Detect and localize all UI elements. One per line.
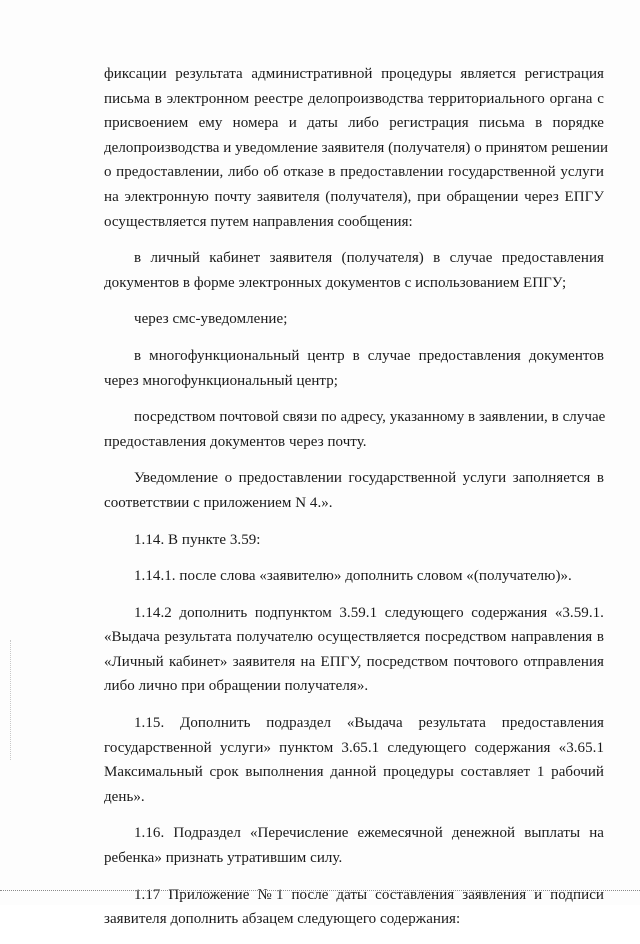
text-line: предоставления документов через почту. bbox=[104, 433, 367, 450]
text-line: либо лично при обращении получателя». bbox=[104, 678, 369, 695]
text-line: 1.14.1. после слова «заявителю» дополнить словом «(получателю)». bbox=[134, 568, 572, 585]
scan-edge-marks bbox=[10, 640, 13, 760]
text-line: 1.15. Дополнить подраздел «Выдача результата предоставления bbox=[134, 715, 604, 732]
text-line: заявителя дополнить абзацем следующего содержания: bbox=[104, 911, 461, 928]
text-line: посредством почтовой связи по адресу, указанному в заявлении, в случае bbox=[134, 409, 606, 426]
text-line: Максимальный срок выполнения данной процедуры составляет 1 рабочий bbox=[104, 764, 604, 781]
text-line: присвоением ему номера и даты либо регистрация письма в порядке bbox=[104, 115, 604, 132]
text-line: фиксации результата административной процедуры является регистрация bbox=[104, 66, 604, 82]
text-line: 1.14. В пункте 3.59: bbox=[134, 531, 261, 548]
text-line: Уведомление о предоставлении государственной услуги заполняется в bbox=[134, 470, 604, 487]
document-body bbox=[104, 62, 609, 944]
page-bottom-rule bbox=[0, 890, 640, 891]
text-line: о предоставлении, либо об отказе в предоставлении государственной услуги bbox=[104, 164, 604, 181]
text-line: ребенка» признать утратившим силу. bbox=[104, 850, 343, 867]
text-line: соответствии с приложением N 4.». bbox=[104, 494, 333, 511]
paragraph-p2 bbox=[104, 246, 604, 295]
text-line: документов в форме электронных документов с использованием ЕПГУ; bbox=[104, 274, 567, 291]
paragraph-p3 bbox=[104, 307, 604, 332]
text-line: письма в электронном реестре делопроизводства территориального органа с bbox=[104, 90, 604, 107]
paragraph-p8 bbox=[104, 564, 604, 589]
paragraph-p9 bbox=[104, 601, 604, 699]
text-line: 1.17 Приложение №1 после даты составления заявления и подписи bbox=[134, 886, 604, 903]
text-line: в многофункциональный центр в случае предоставления документов bbox=[134, 347, 604, 364]
text-line: государственной услуги» пунктом 3.65.1 следующего содержания «3.65.1 bbox=[104, 739, 604, 756]
paragraph-p10 bbox=[104, 711, 604, 809]
text-line: делопроизводства и уведомление заявителя (получателя) о принятом решении bbox=[104, 139, 609, 156]
text-line: на электронную почту заявителя (получателя), при обращении через ЕПГУ bbox=[104, 188, 604, 205]
text-line: «Выдача результата получателю осуществляется посредством направления в bbox=[104, 629, 604, 646]
paragraph-p6 bbox=[104, 466, 604, 515]
text-line: через многофункциональный центр; bbox=[104, 372, 338, 389]
paragraph-p5 bbox=[104, 405, 604, 454]
text-line: 1.16. Подраздел «Перечисление ежемесячной денежной выплаты на bbox=[134, 825, 604, 842]
text-line: «Личный кабинет» заявителя на ЕПГУ, посредством почтового отправления bbox=[104, 653, 604, 670]
paragraph-p11 bbox=[104, 821, 604, 870]
text-line: 1.14.2 дополнить подпунктом 3.59.1 следующего содержания «3.59.1. bbox=[134, 604, 604, 621]
text-line: осуществляется путем направления сообщения: bbox=[104, 213, 413, 230]
text-line: день». bbox=[104, 788, 145, 805]
paragraph-p1 bbox=[104, 62, 609, 234]
paragraph-p4 bbox=[104, 344, 604, 393]
text-line: через смс-уведомление; bbox=[134, 311, 288, 328]
text-line: в личный кабинет заявителя (получателя) в случае предоставления bbox=[134, 250, 604, 267]
paragraph-p7 bbox=[104, 528, 604, 553]
